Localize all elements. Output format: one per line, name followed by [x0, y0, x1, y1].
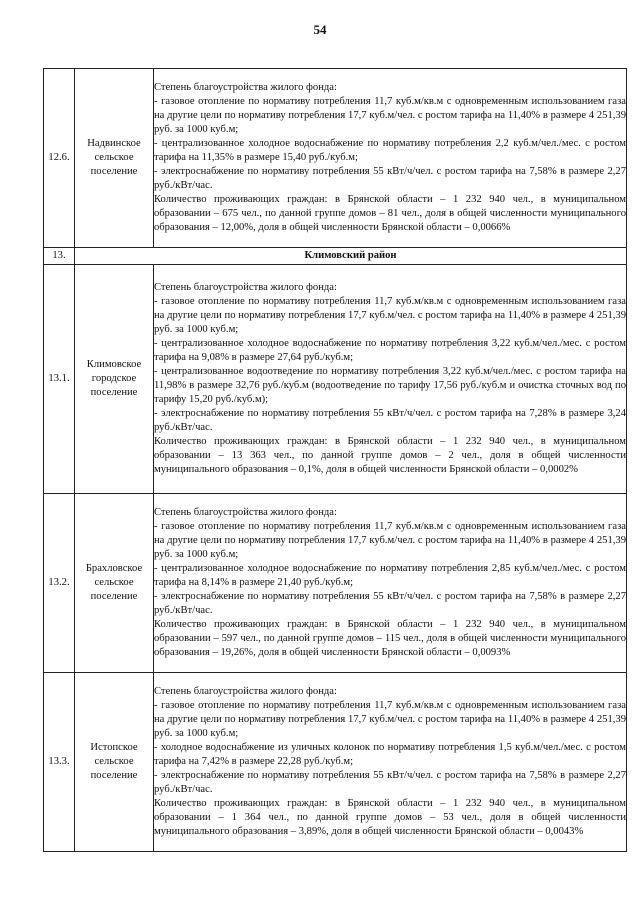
- settlement-name: Брахловское сельское поселение: [75, 493, 154, 672]
- description-line: - электроснабжение по нормативу потребления 55 кВт/ч/чел. с ростом тарифа на 7,58% в размере 2,27 руб./кВт/час.: [154, 590, 626, 616]
- description-line: Степень благоустройства жилого фонда:: [154, 282, 337, 294]
- settlement-name: Истопское сельское поселение: [75, 672, 154, 851]
- description-line: - централизованное холодное водоснабжение по нормативу потребления 2,2 куб.м/чел./мес. с ростом тарифа на 11,35% в размере 15,40 руб./куб.м;: [154, 138, 626, 164]
- table-row: [44, 672, 627, 851]
- table-row: [44, 69, 627, 248]
- row-number: 13.1.: [44, 264, 75, 493]
- description-line: - электроснабжение по нормативу потребления 55 кВт/ч/чел. с ростом тарифа на 7,58% в размере 2,27 руб./кВт/час.: [154, 165, 626, 191]
- description-line: - газовое отопление по нормативу потребления 11,7 куб.м/кв.м с одновременным использованием газа на другие цели по нормативу потребления 17,7 куб.м/чел. с ростом тарифа на 11,40% в размере 4 251,39 руб. за 1000 куб.м;: [154, 521, 626, 561]
- description-line: Количество проживающих граждан: в Брянской области – 1 232 940 чел., в муниципальном образовании – 13 363 чел., по данной группе домов – 2 чел., доля в общей численности муниципального образования – 0,1%, доля в общей численности Брянской области – 0,0002%: [154, 435, 626, 475]
- row-number: 13.2.: [44, 493, 75, 672]
- description-line: Степень благоустройства жилого фонда:: [154, 82, 337, 94]
- description-line: - газовое отопление по нормативу потребления 11,7 куб.м/кв.м с одновременным использованием газа на другие цели по нормативу потребления 17,7 куб.м/чел. с ростом тарифа на 11,40% в размере 4 251,39 руб. за 1000 куб.м;: [154, 296, 626, 336]
- description-line: Количество проживающих граждан: в Брянской области – 1 232 940 чел., в муниципальном образовании – 675 чел., по данной группе домов – 81 чел., доля в общей численности муниципального образования – 12,00%, доля в общей численности Брянской области – 0,0066%: [154, 193, 626, 233]
- district-header-row: [44, 248, 627, 265]
- table-row: [44, 493, 627, 672]
- district-title: Климовский район: [75, 248, 627, 265]
- table-row: [44, 264, 627, 493]
- description-line: - электроснабжение по нормативу потребления 55 кВт/ч/чел. с ростом тарифа на 7,58% в размере 2,27 руб./кВт/час.: [154, 769, 626, 795]
- description-line: - централизованное холодное водоснабжение по нормативу потребления 2,85 куб.м/чел./мес. с ростом тарифа на 8,14% в размере 21,40 руб./куб.м;: [154, 563, 626, 588]
- settlement-name: Климовское городское поселение: [75, 264, 154, 493]
- description-line: - централизованное водоотведение по нормативу потребления 3,22 куб.м/чел./мес. с ростом тарифа на 11,98% в размере 32,76 руб./куб.м (водоотведение по тарифу 17,56 руб./куб.м и очистка сточных вод по тарифу 15,20 руб./куб.м);: [154, 366, 626, 405]
- row-description: [154, 493, 627, 672]
- description-line: Количество проживающих граждан: в Брянской области – 1 232 940 чел., в муниципальном образовании – 1 364 чел., по данной группе домов – 53 чел., доля в общей численности муниципального образования – 3,89%, доля в общей численности Брянской области – 0,0043%: [154, 797, 626, 837]
- row-description: [154, 672, 627, 851]
- row-number: 12.6.: [44, 69, 75, 248]
- description-line: Степень благоустройства жилого фонда:: [154, 686, 337, 698]
- description-line: - газовое отопление по нормативу потребления 11,7 куб.м/кв.м с одновременным использованием газа на другие цели по нормативу потребления 17,7 куб.м/чел. с ростом тарифа на 11,40% в размере 4 251,39 руб. за 1000 куб.м;: [154, 700, 626, 740]
- description-line: - централизованное холодное водоснабжение по нормативу потребления 3,22 куб.м/чел./мес. с ростом тарифа на 9,08% в размере 27,64 руб./куб.м;: [154, 338, 626, 364]
- description-line: Степень благоустройства жилого фонда:: [154, 507, 337, 519]
- description-line: - газовое отопление по нормативу потребления 11,7 куб.м/кв.м с одновременным использованием газа на другие цели по нормативу потребления 17,7 куб.м/чел. с ростом тарифа на 11,40% в размере 4 251,39 руб. за 1000 куб.м;: [154, 96, 626, 136]
- row-number: 13.3.: [44, 672, 75, 851]
- description-line: Количество проживающих граждан: в Брянской области – 1 232 940 чел., в муниципальном образовании – 597 чел., по данной группе домов – 115 чел., доля в общей численности муниципального образования – 19,26%, доля в общей численности Брянской области – 0,0093%: [154, 618, 626, 658]
- settlement-name: Надвинское сельское поселение: [75, 69, 154, 248]
- page-number: 54: [313, 22, 327, 37]
- district-number: 13.: [44, 248, 75, 265]
- row-description: [154, 264, 627, 493]
- description-line: - холодное водоснабжение из уличных колонок по нормативу потребления 1,5 куб.м/чел./мес. с ростом тарифа на 7,42% в размере 22,28 руб./куб.м;: [154, 742, 626, 767]
- description-line: - электроснабжение по нормативу потребления 55 кВт/ч/чел. с ростом тарифа на 7,28% в размере 3,24 руб./кВт/час.: [154, 407, 626, 433]
- tariff-table: [43, 68, 627, 852]
- row-description: [154, 69, 627, 248]
